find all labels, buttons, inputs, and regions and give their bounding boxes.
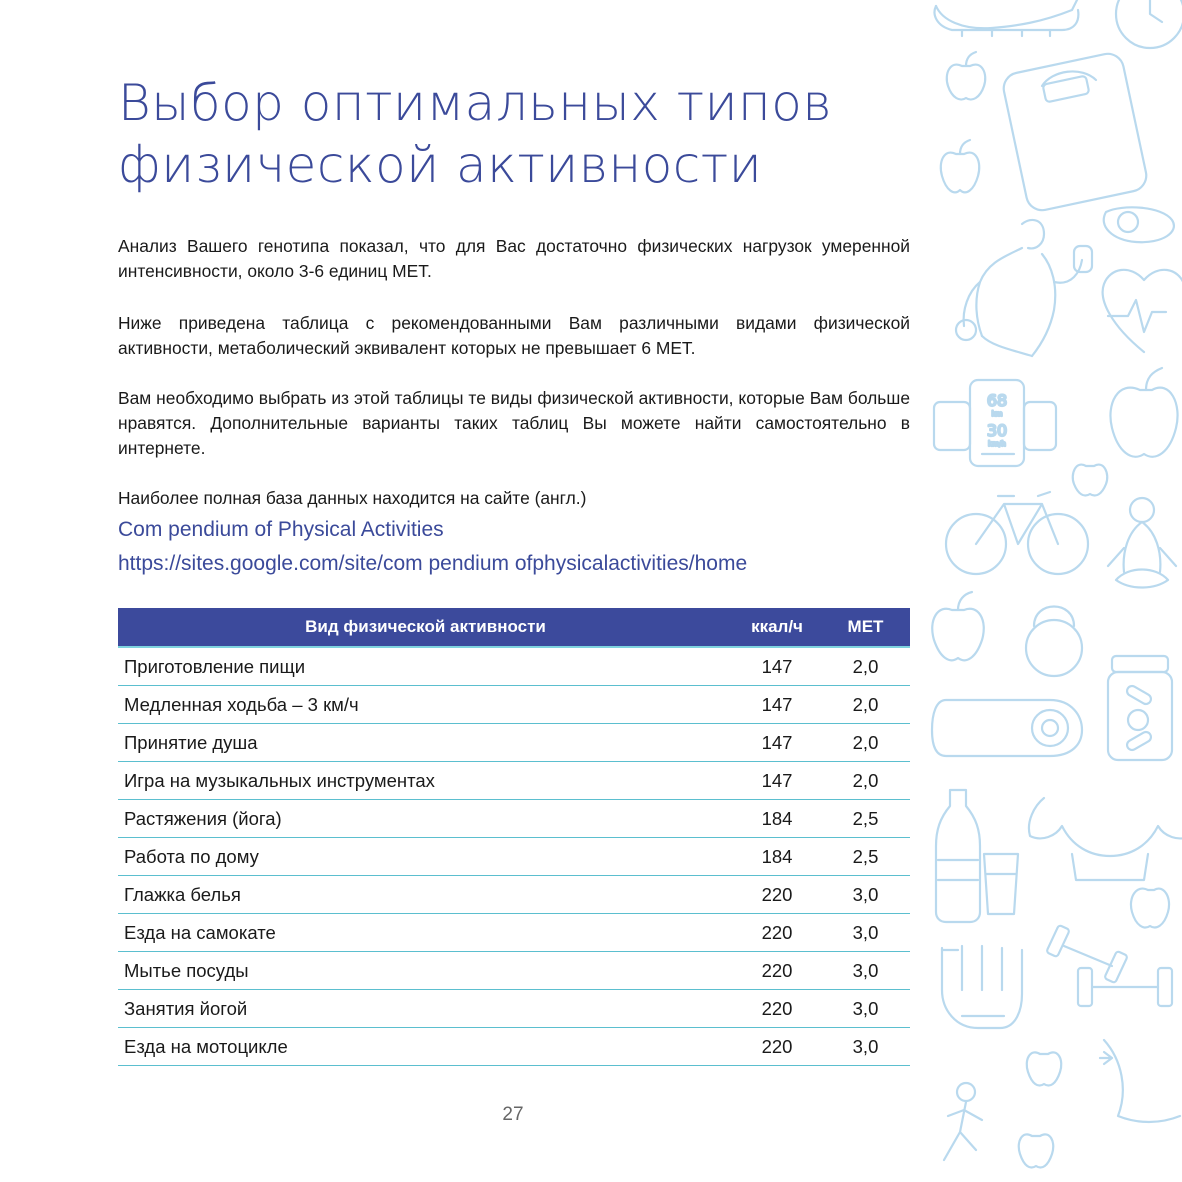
activity-met: 2,0	[821, 686, 910, 724]
activity-name: Мытье посуды	[118, 952, 733, 990]
activity-kcal: 220	[733, 876, 821, 914]
header-activity: Вид физической активности	[118, 608, 733, 647]
table-row	[118, 724, 910, 762]
glove-icon	[942, 946, 1022, 1028]
activity-name: Медленная ходьба – 3 км/ч	[118, 686, 733, 724]
paragraph-table-intro: Ниже приведена таблица с рекомендованными Вам различными видами физической активности, метаболический эквивалент которых не превышает 6 МЕТ.	[118, 313, 910, 358]
monitor-speed-top: 68	[986, 391, 1008, 410]
activity-table	[118, 608, 910, 1066]
muscle-torso-icon	[1029, 798, 1182, 880]
compendium-link-title[interactable]: Com pendium of Physical Activities	[118, 518, 444, 541]
header-met: МЕТ	[821, 608, 910, 647]
apple-icon	[932, 592, 984, 660]
dumbbell-icon	[1078, 968, 1172, 1006]
activity-met: 2,0	[821, 724, 910, 762]
monitor-unit-bottom: km/h	[988, 440, 1006, 448]
glass-icon	[984, 854, 1018, 914]
steak-icon	[1104, 207, 1174, 242]
yoga-mat-icon	[932, 700, 1082, 756]
apple-icon	[1131, 889, 1169, 928]
table-row	[118, 990, 910, 1028]
activity-kcal: 147	[733, 762, 821, 800]
activity-name: Работа по дому	[118, 838, 733, 876]
kettlebell-icon	[1026, 607, 1082, 677]
apple-icon	[1019, 1134, 1054, 1167]
bodybuilder-icon	[956, 220, 1092, 356]
activity-met: 3,0	[821, 914, 910, 952]
page-title-line-1: Выбор оптимальных типов	[118, 74, 833, 132]
apple-icon	[1110, 368, 1177, 457]
paragraph-genotype-analysis: Анализ Вашего генотипа показал, что для Вас достаточно физических нагрузок умеренной интенсивности, около 3-6 единиц МЕТ.	[118, 236, 910, 281]
apple-icon	[1027, 1052, 1062, 1085]
activity-kcal: 184	[733, 838, 821, 876]
table-row	[118, 686, 910, 724]
bicycle-icon	[946, 492, 1088, 574]
table-row	[118, 876, 910, 914]
runner-icon	[944, 1083, 982, 1160]
waist-measure-icon	[1100, 1040, 1180, 1122]
activity-name: Глажка белья	[118, 876, 733, 914]
compendium-link-url[interactable]: https://sites.google.com/site/com pendium ofphysicalactivities/home	[118, 552, 748, 575]
table-row	[118, 838, 910, 876]
table-header-row	[118, 608, 910, 647]
table-row	[118, 762, 910, 800]
fitness-icons-pattern	[922, 0, 1182, 1182]
water-bottle-icon	[936, 790, 980, 922]
activity-name: Езда на самокате	[118, 914, 733, 952]
apple-icon	[941, 140, 979, 192]
activity-kcal: 147	[733, 686, 821, 724]
dumbbell-icon	[1046, 925, 1128, 983]
scale-icon	[1001, 51, 1149, 213]
activity-met: 3,0	[821, 1028, 910, 1066]
sneaker-icon	[935, 0, 1079, 36]
activity-name: Растяжения (йога)	[118, 800, 733, 838]
activity-kcal: 220	[733, 990, 821, 1028]
pill-jar-icon	[1108, 656, 1172, 760]
activity-met: 3,0	[821, 990, 910, 1028]
activity-kcal: 220	[733, 952, 821, 990]
activity-met: 3,0	[821, 952, 910, 990]
activity-met: 3,0	[821, 876, 910, 914]
activity-name: Приготовление пищи	[118, 647, 733, 686]
activity-kcal: 220	[733, 914, 821, 952]
activity-met: 2,0	[821, 762, 910, 800]
paragraph-choose-activities: Вам необходимо выбрать из этой таблицы те виды физической активности, которые Вам больше нравятся. Дополнительные варианты таких таблиц Вы можете найти самостоятельно в интернете.	[118, 388, 910, 458]
monitor-unit-top: km	[991, 410, 1003, 418]
activity-name: Принятие душа	[118, 724, 733, 762]
activity-name: Занятия йогой	[118, 990, 733, 1028]
stopwatch-icon	[1116, 0, 1182, 48]
activity-kcal: 184	[733, 800, 821, 838]
header-kcal: ккал/ч	[733, 608, 821, 647]
page-title-line-2: физической активности	[118, 136, 763, 194]
table-row	[118, 914, 910, 952]
heart-pulse-icon	[1103, 270, 1182, 352]
table-row	[118, 647, 910, 686]
activity-kcal: 147	[733, 647, 821, 686]
activity-met: 2,5	[821, 838, 910, 876]
pulse-monitor-icon	[934, 380, 1056, 466]
table-row	[118, 952, 910, 990]
activity-kcal: 220	[733, 1028, 821, 1066]
activity-met: 2,0	[821, 647, 910, 686]
activity-name: Езда на мотоцикле	[118, 1028, 733, 1066]
activity-kcal: 147	[733, 724, 821, 762]
apple-icon	[947, 52, 985, 100]
page-title	[118, 72, 898, 196]
activity-name: Игра на музыкальных инструментах	[118, 762, 733, 800]
table-row	[118, 1028, 910, 1066]
monitor-speed-bottom: 30	[986, 421, 1008, 440]
activity-met: 2,5	[821, 800, 910, 838]
apple-icon	[1073, 465, 1108, 496]
yoga-icon	[1108, 498, 1176, 588]
paragraph-database-note: Наиболее полная база данных находится на сайте (англ.)	[118, 488, 587, 508]
table-row	[118, 800, 910, 838]
page-number: 27	[502, 1104, 524, 1125]
